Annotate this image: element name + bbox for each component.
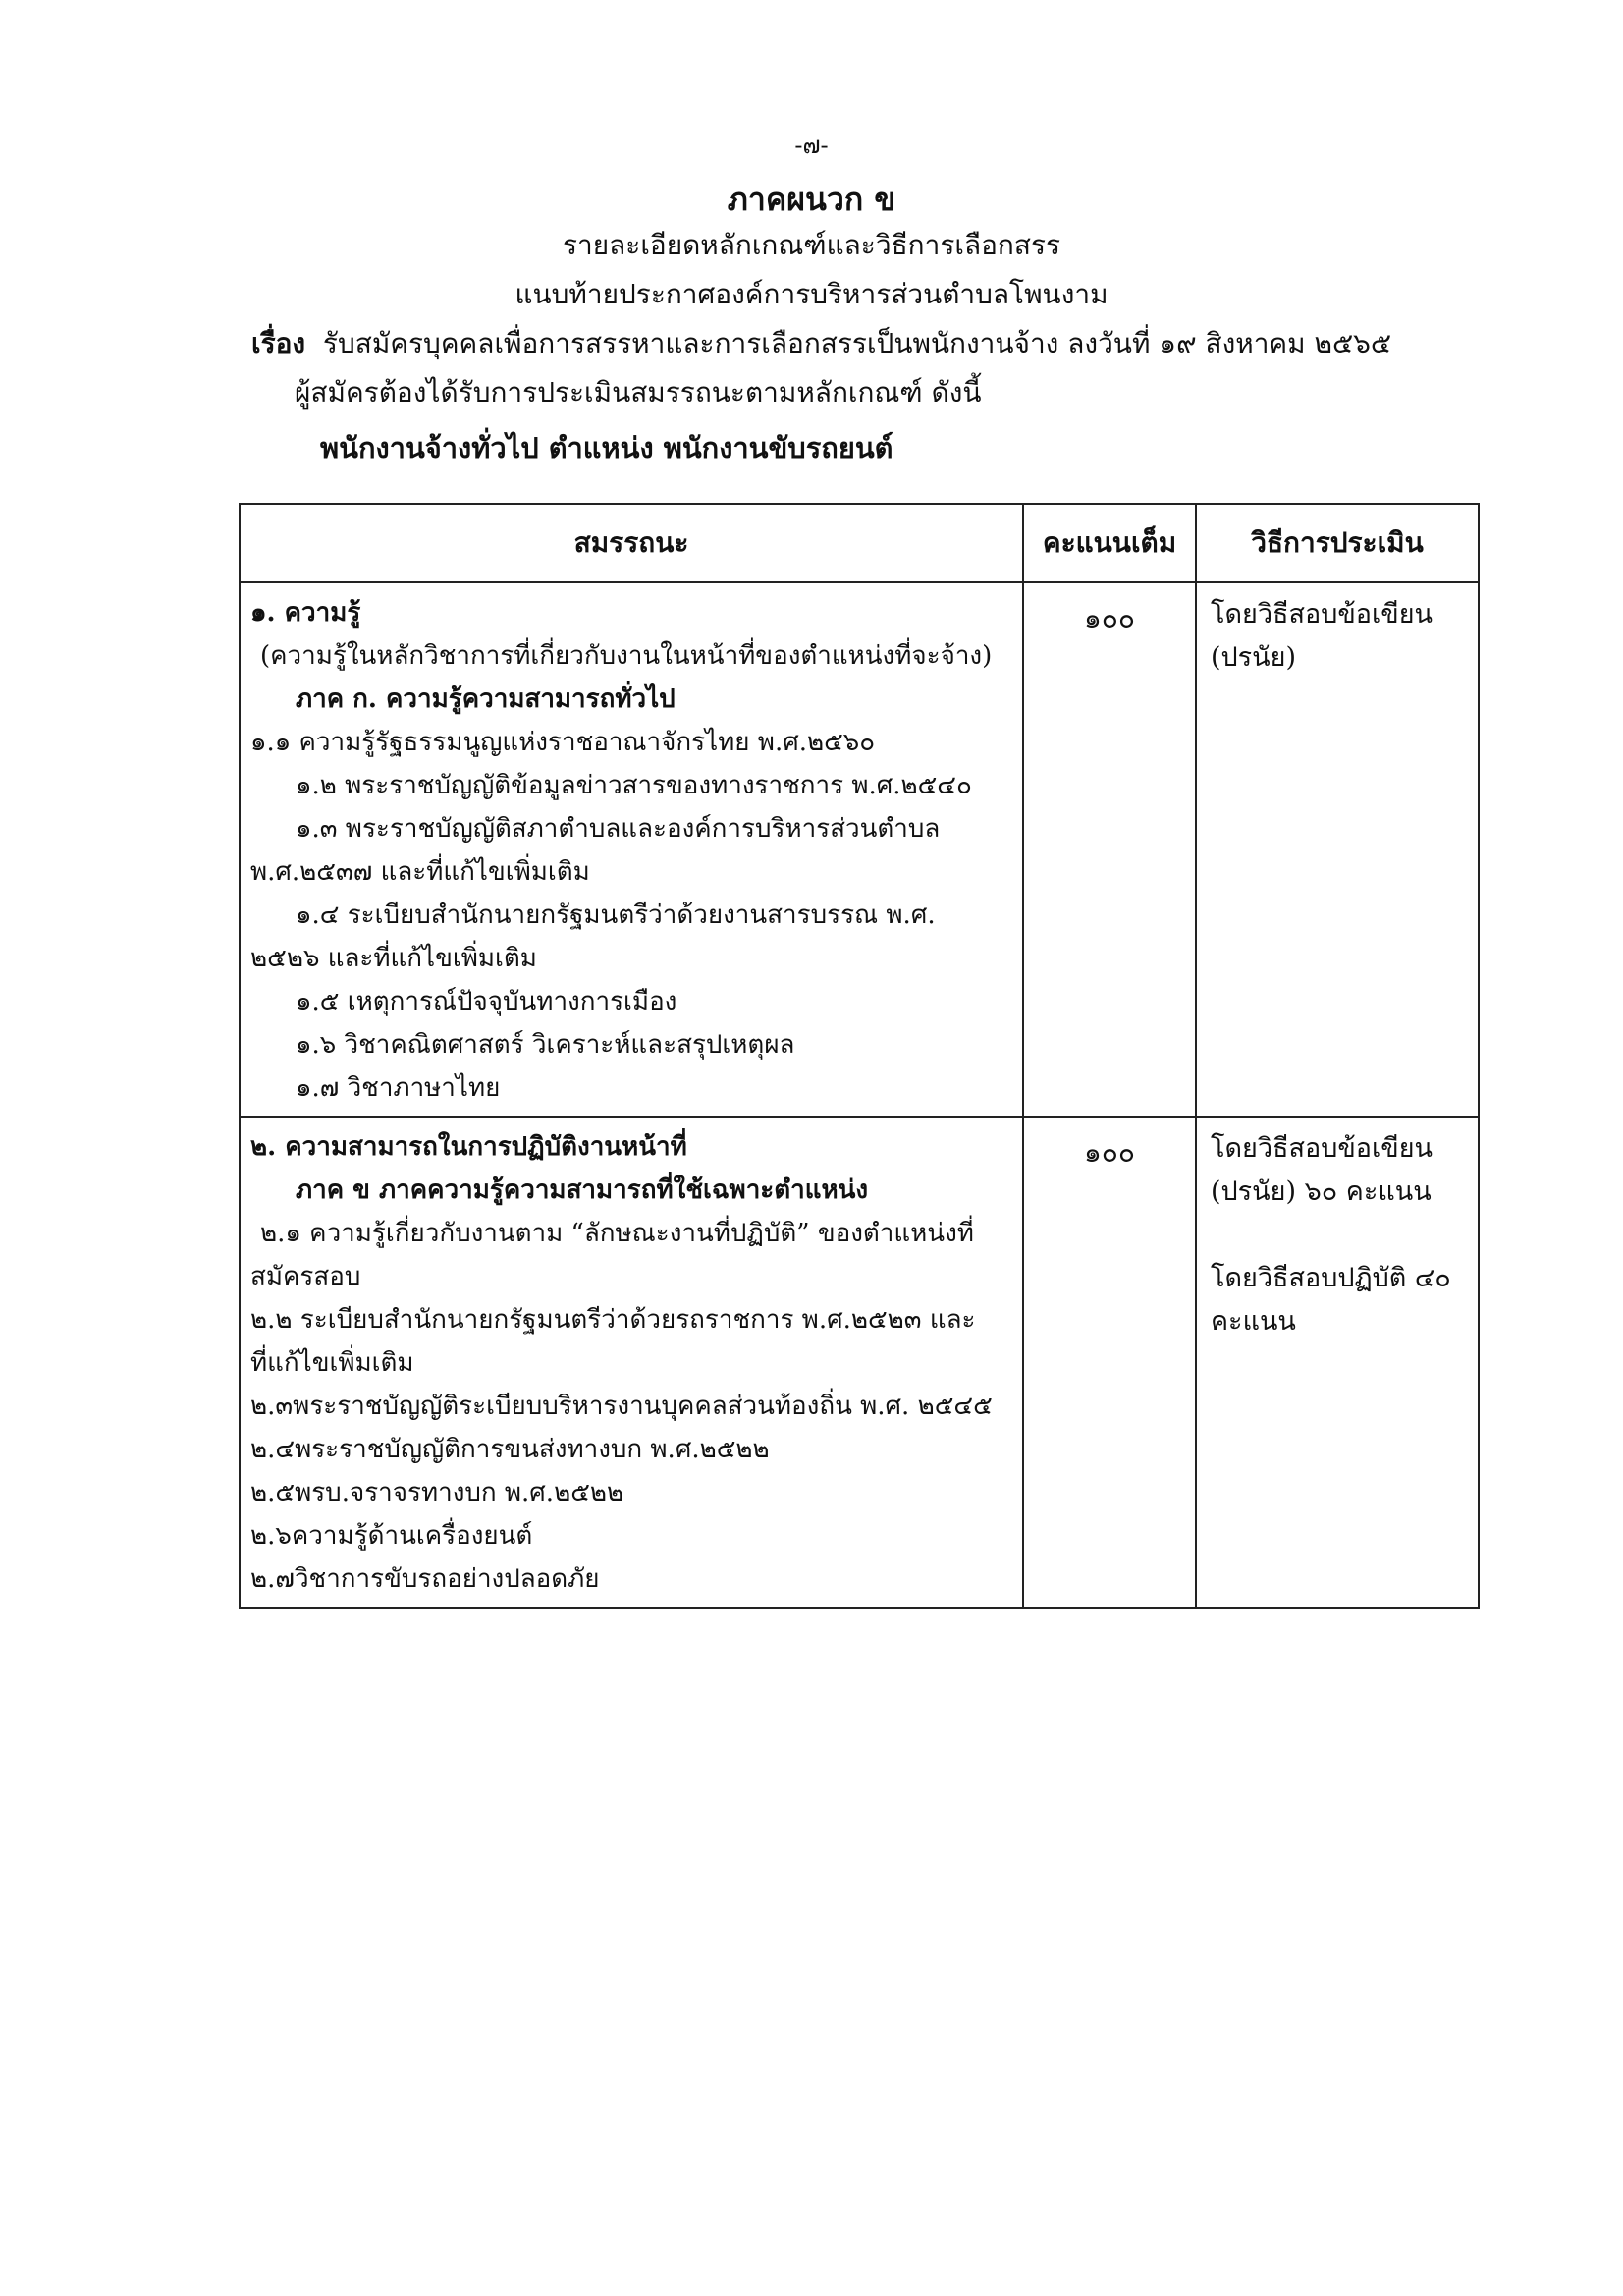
method-line: (ปรนัย) ๖๐ คะแนน <box>1211 1176 1432 1207</box>
list-item: ๒.๖ความรู้ด้านเครื่องยนต์ <box>250 1521 533 1551</box>
method-line: คะแนน <box>1211 1306 1296 1337</box>
header-method: วิธีการประเมิน <box>1196 504 1479 582</box>
list-item: ๑.๕ เหตุการณ์ปัจจุบันทางการเมือง <box>296 987 677 1016</box>
method-line: โดยวิธีสอบข้อเขียน <box>1211 1133 1433 1164</box>
page-number: -๗- <box>794 132 829 159</box>
subject-text: รับสมัครบุคคลเพื่อการสรรหาและการเลือกสรรเป็นพนักงานจ้าง ลงวันที่ ๑๙ สิงหาคม ๒๕๖๕ <box>322 327 1392 359</box>
list-item: สมัครสอบ <box>250 1262 361 1291</box>
table-row <box>240 582 1479 1117</box>
competency-cell <box>240 582 1023 1117</box>
table-header-row <box>240 504 1479 582</box>
header-competency: สมรรถนะ <box>240 504 1023 582</box>
section-title: ภาค ข ภาคความรู้ความสามารถที่ใช้เฉพาะตำแหน่ง <box>296 1175 869 1205</box>
list-item: พ.ศ.๒๕๓๗ และที่แก้ไขเพิ่มเติม <box>250 857 590 887</box>
list-item: ๑.๖ วิชาคณิตศาสตร์ วิเคราะห์และสรุปเหตุผล <box>296 1030 795 1060</box>
method-cell <box>1196 1117 1479 1608</box>
list-item: ๒.๔พระราชบัญญัติการขนส่งทางบก พ.ศ.๒๕๒๒ <box>250 1435 770 1464</box>
full-score-cell: ๑๐๐ <box>1023 1117 1196 1608</box>
subject-label: เรื่อง <box>251 327 306 359</box>
list-item: ๑.๓ พระราชบัญญัติสภาตำบลและองค์การบริหารส่วนตำบล <box>296 814 941 844</box>
position-title: พนักงานจ้างทั่วไป ตำแหน่ง พนักงานขับรถยนต์ <box>320 431 893 465</box>
list-item: ๒.๓พระราชบัญญัติระเบียบบริหารงานบุคคลส่วนท้องถิ่น พ.ศ. ๒๕๔๕ <box>250 1392 993 1421</box>
table-row <box>240 1117 1479 1608</box>
method-line: โดยวิธีสอบปฏิบัติ ๔๐ <box>1211 1263 1451 1293</box>
method-line: โดยวิธีสอบข้อเขียน <box>1211 599 1433 629</box>
list-item: ๒.๒ ระเบียบสำนักนายกรัฐมนตรีว่าด้วยรถราชการ พ.ศ.๒๕๒๓ และ <box>250 1305 976 1335</box>
header-full-score: คะแนนเต็ม <box>1023 504 1196 582</box>
appendix-title: ภาคผนวก ข <box>727 181 896 218</box>
document-subtitle-announcement: แนบท้ายประกาศองค์การบริหารส่วนตำบลโพนงาม <box>514 278 1109 310</box>
list-item: ๑.๑ ความรู้รัฐธรรมนูญแห่งราชอาณาจักรไทย พ.ศ.๒๕๖๐ <box>250 728 876 757</box>
intro-text: ผู้สมัครต้องได้รับการประเมินสมรรถนะตามหลักเกณฑ์ ดังนี้ <box>295 376 982 409</box>
list-item: ๒.๑ ความรู้เกี่ยวกับงานตาม “ลักษณะงานที่ปฏิบัติ” ของตำแหน่งที่ <box>260 1219 974 1248</box>
list-item: ๑.๔ ระเบียบสำนักนายกรัฐมนตรีว่าด้วยงานสารบรรณ พ.ศ. <box>296 901 936 930</box>
section-title: ภาค ก. ความรู้ความสามารถทั่วไป <box>296 684 676 714</box>
method-line: (ปรนัย) <box>1211 642 1296 673</box>
full-score-cell: ๑๐๐ <box>1023 582 1196 1117</box>
competency-note: (ความรู้ในหลักวิชาการที่เกี่ยวกับงานในหน้าที่ของตำแหน่งที่จะจ้าง) <box>260 641 993 671</box>
competency-title: ๑. ความรู้ <box>250 598 361 628</box>
list-item: ๒.๕พรบ.จราจรทางบก พ.ศ.๒๕๒๒ <box>250 1478 624 1507</box>
subject-line <box>251 322 1391 365</box>
list-item: ๒.๗วิชาการขับรถอย่างปลอดภัย <box>250 1564 600 1594</box>
list-item: ๑.๒ พระราชบัญญัติข้อมูลข่าวสารของทางราชการ พ.ศ.๒๕๔๐ <box>296 771 972 800</box>
list-item: ที่แก้ไขเพิ่มเติม <box>250 1348 414 1378</box>
list-item: ๑.๗ วิชาภาษาไทย <box>296 1073 501 1103</box>
competency-table <box>239 503 1480 1609</box>
competency-cell <box>240 1117 1023 1608</box>
method-cell <box>1196 582 1479 1117</box>
list-item: ๒๕๒๖ และที่แก้ไขเพิ่มเติม <box>250 944 537 973</box>
document-subtitle-criteria: รายละเอียดหลักเกณฑ์และวิธีการเลือกสรร <box>562 229 1061 261</box>
competency-title: ๒. ความสามารถในการปฏิบัติงานหน้าที่ <box>250 1132 687 1162</box>
